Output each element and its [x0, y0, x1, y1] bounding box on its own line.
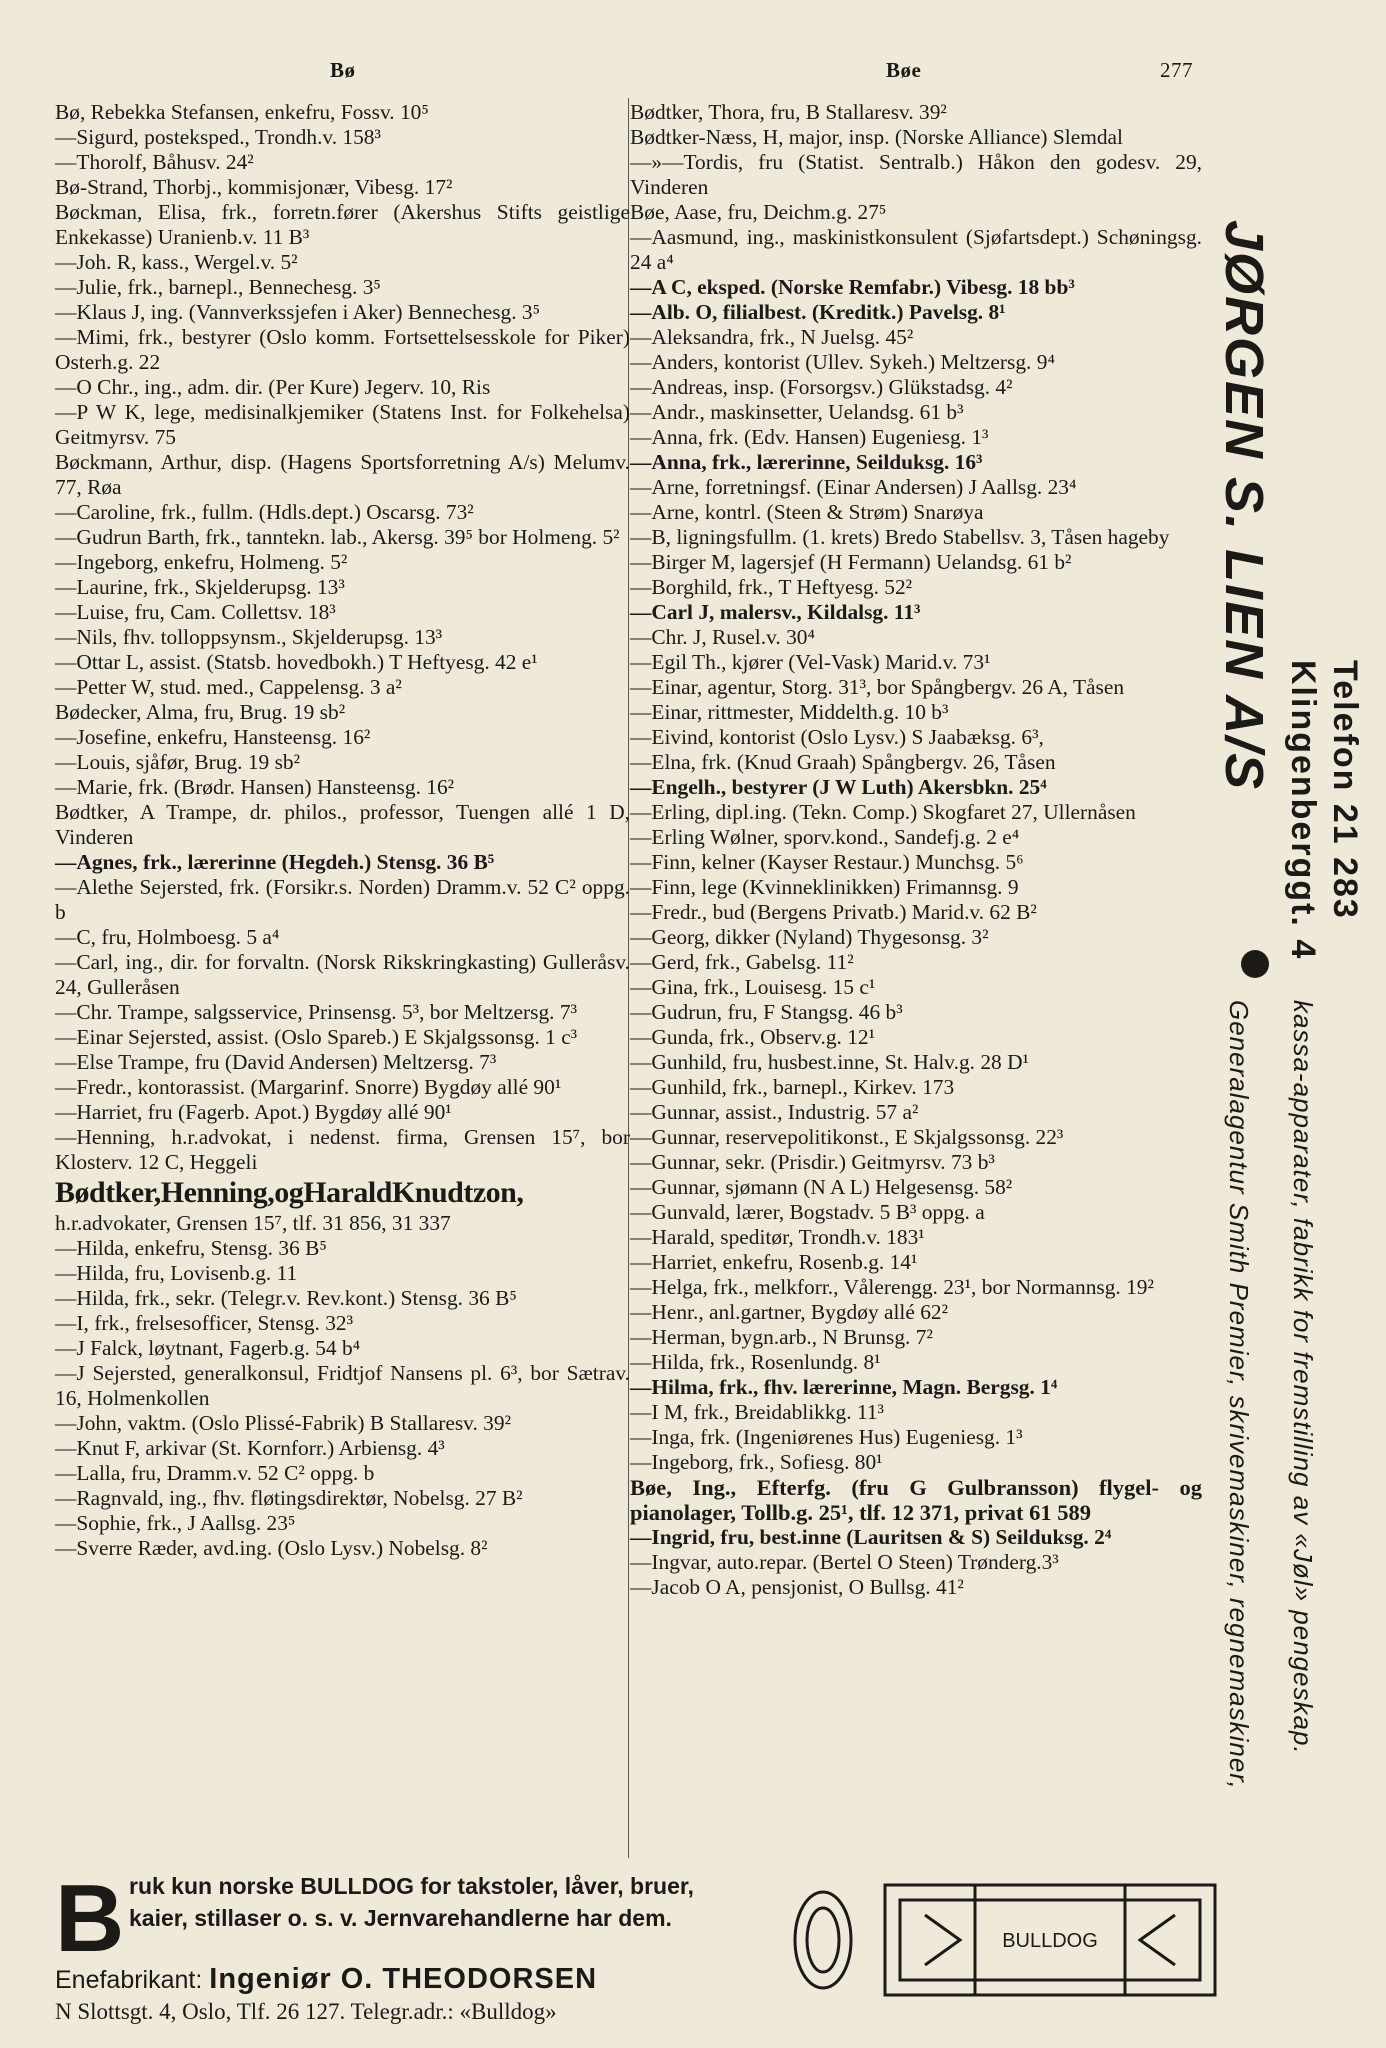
directory-entry: —Carl, ing., dir. for forvaltn. (Norsk Rikskringkasting) Gulleråsv. 24, Gulleråsen: [55, 950, 630, 999]
directory-entry: —Gunvald, lærer, Bogstadv. 5 B³ oppg. a: [630, 1200, 985, 1224]
directory-entry: —Egil Th., kjører (Vel-Vask) Marid.v. 73¹: [630, 650, 991, 674]
directory-entry: —Thorolf, Båhusv. 24²: [55, 150, 254, 174]
ad-line1: ruk kun norske BULLDOG for takstoler, låver, bruer,: [129, 1873, 694, 1899]
directory-entry: —Gina, frk., Louisesg. 15 c¹: [630, 975, 876, 999]
ad-logo: JØRGEN S. LIEN A/S: [1214, 220, 1274, 792]
directory-entry: —Agnes, frk., lærerinne (Hegdeh.) Stensg. 36 B⁵: [55, 850, 495, 874]
directory-entry: —Sigurd, posteksped., Trondh.v. 158³: [55, 125, 381, 149]
directory-entry: —Anna, frk., lærerinne, Seilduksg. 16³: [630, 450, 983, 474]
directory-entry: —Chr. J, Rusel.v. 30⁴: [630, 625, 815, 649]
directory-entry: —Arne, kontrl. (Steen & Strøm) Snarøya: [630, 500, 984, 524]
directory-entry: —Harriet, fru (Fagerb. Apot.) Bygdøy allé 90¹: [55, 1100, 452, 1124]
header-left: Bø: [330, 58, 356, 82]
ad-phone: Telefon 21 283: [1326, 660, 1364, 920]
directory-entry: —Gudrun Barth, frk., tanntekn. lab., Akersg. 39⁵ bor Holmeng. 5²: [55, 525, 620, 549]
directory-entry: —»—Tordis, fru (Statist. Sentralb.) Håkon den godesv. 29, Vinderen: [630, 150, 1202, 199]
directory-entry: h.r.advokater, Grensen 15⁷, tlf. 31 856, 31 337: [55, 1211, 451, 1235]
directory-entry: —C, fru, Holmboesg. 5 a⁴: [55, 925, 280, 949]
directory-entry: —Knut F, arkivar (St. Kornforr.) Arbiensg. 4³: [55, 1436, 445, 1460]
directory-entry: —Gunhild, frk., barnepl., Kirkev. 173: [630, 1075, 955, 1099]
bulldog-bracket-drawing-icon: [775, 1865, 1245, 2015]
directory-entry: Bø-Strand, Thorbj., kommisjonær, Vibesg. 17²: [55, 175, 453, 199]
middle-column: [630, 100, 1202, 1600]
directory-entry: —Lalla, fru, Dramm.v. 52 C² oppg. b: [55, 1461, 375, 1485]
directory-entry: —Ingvar, auto.repar. (Bertel O Steen) Trønderg.3³: [630, 1550, 1059, 1574]
directory-entry: —Joh. R, kass., Wergel.v. 5²: [55, 250, 298, 274]
directory-entry: —Finn, kelner (Kayser Restaur.) Munchsg. 5⁶: [630, 850, 1024, 874]
directory-entry: —Einar, agentur, Storg. 31³, bor Spångbergv. 26 A, Tåsen: [630, 675, 1125, 699]
ad-address: Klingenberggt. 4: [1284, 660, 1322, 961]
directory-entry: —Gerd, frk., Gabelsg. 11²: [630, 950, 854, 974]
directory-entry: —A C, eksped. (Norske Remfabr.) Vibesg. 18 bb³: [630, 275, 1075, 299]
directory-entry: —Georg, dikker (Nyland) Thygesonsg. 3²: [630, 925, 989, 949]
directory-entry: —Einar Sejersted, assist. (Oslo Spareb.) E Skjalgssonsg. 1 c³: [55, 1025, 578, 1049]
directory-entry: Bødtker, Thora, fru, B Stallaresv. 39²: [630, 100, 947, 124]
directory-entry: —Hilda, fru, Lovisenb.g. 11: [55, 1261, 298, 1285]
directory-entry: Bø, Rebekka Stefansen, enkefru, Fossv. 10⁵: [55, 100, 429, 124]
directory-entry: —Gudrun, fru, F Stangsg. 46 b³: [630, 1000, 903, 1024]
ad-line2: kaier, stillaser o. s. v. Jernvarehandlerne har dem.: [129, 1905, 672, 1931]
ad-initial-letter: B: [55, 1865, 125, 1972]
directory-entry: —Aleksandra, frk., N Juelsg. 45²: [630, 325, 914, 349]
directory-entry: —Ragnvald, ing., fhv. fløtingsdirektør, Nobelsg. 27 B²: [55, 1486, 523, 1510]
directory-entry: —Louis, sjåfør, Brug. 19 sb²: [55, 750, 300, 774]
directory-entry: Bøckman, Elisa, frk., forretn.fører (Akershus Stifts geistlige Enkekasse) Uranienb.v. 11 B³: [55, 200, 630, 249]
directory-entry: —Anna, frk. (Edv. Hansen) Eugeniesg. 1³: [630, 425, 989, 449]
directory-entry: —Caroline, frk., fullm. (Hdls.dept.) Oscarsg. 73²: [55, 500, 474, 524]
directory-entry: —Erling, dipl.ing. (Tekn. Comp.) Skogfaret 27, Ullernåsen: [630, 800, 1136, 824]
directory-entry: —Engelh., bestyrer (J W Luth) Akersbkn. 25⁴: [630, 775, 1047, 799]
directory-entry: —Erling Wølner, sporv.kond., Sandefj.g. 2 e⁴: [630, 825, 1020, 849]
bullet-icon: [1241, 950, 1269, 978]
bottom-advertisement: [55, 1865, 1285, 2025]
directory-entry: —Hilda, frk., sekr. (Telegr.v. Rev.kont.) Stensg. 36 B⁵: [55, 1286, 517, 1310]
directory-entry: —Chr. Trampe, salgsservice, Prinsensg. 5³, bor Meltzersg. 7³: [55, 1000, 577, 1024]
directory-entry: —Inga, frk. (Ingeniørenes Hus) Eugeniesg. 1³: [630, 1425, 1023, 1449]
directory-entry: —Alb. O, filialbest. (Kreditk.) Pavelsg. 8¹: [630, 300, 1006, 324]
directory-entry: —Carl J, malersv., Kildalsg. 11³: [630, 600, 921, 624]
directory-entry: —Gunnar, sekr. (Prisdir.) Geitmyrsv. 73 b³: [630, 1150, 995, 1174]
directory-entry: —Eivind, kontorist (Oslo Lysv.) S Jaabæksg. 6³,: [630, 725, 1044, 749]
page-number: 277: [1160, 58, 1193, 82]
directory-entry: —Finn, lege (Kvinneklinikken) Frimannsg. 9: [630, 875, 1019, 899]
directory-entry: —Julie, frk., barnepl., Bennechesg. 3⁵: [55, 275, 381, 299]
directory-entry: —Hilda, enkefru, Stensg. 36 B⁵: [55, 1236, 327, 1260]
directory-entry: Bødtker-Næss, H, major, insp. (Norske Alliance) Slemdal: [630, 125, 1123, 149]
directory-entry: —I M, frk., Breidablikkg. 11³: [630, 1400, 884, 1424]
directory-entry: —Gunda, frk., Observ.g. 12¹: [630, 1025, 876, 1049]
directory-entry: Bødtker,Henning,ogHaraldKnudtzon,: [55, 1176, 524, 1209]
directory-entry: —B, ligningsfullm. (1. krets) Bredo Stabellsv. 3, Tåsen hageby: [630, 525, 1170, 549]
directory-entry: —Else Trampe, fru (David Andersen) Meltzersg. 7³: [55, 1050, 497, 1074]
directory-entry: —Gunnar, sjømann (N A L) Helgesensg. 58²: [630, 1175, 1013, 1199]
directory-entry: Bødecker, Alma, fru, Brug. 19 sb²: [55, 700, 346, 724]
directory-entry: Bøckmann, Arthur, disp. (Hagens Sportsforretning A/s) Melumv. 77, Røa: [55, 450, 630, 499]
directory-entry: —Gunnar, assist., Industrig. 57 a²: [630, 1100, 919, 1124]
ad-description-line2: kassa-apparater, fabrikk for fremstilling av «Jøl» pengeskap.: [1288, 1000, 1318, 1755]
ad-manufacturer-name: Ingeniør O. THEODORSEN: [209, 1963, 598, 1995]
ad-line3: [55, 1963, 597, 1996]
directory-entry: —Einar, rittmester, Middelth.g. 10 b³: [630, 700, 949, 724]
directory-entry: —O Chr., ing., adm. dir. (Per Kure) Jegerv. 10, Ris: [55, 375, 491, 399]
directory-entry: —Mimi, frk., bestyrer (Oslo komm. Fortsettelsesskole for Piker) Osterh.g. 22: [55, 325, 630, 374]
directory-entry: —Fredr., kontorassist. (Margarinf. Snorre) Bygdøy allé 90¹: [55, 1075, 562, 1099]
directory-entry: —Jacob O A, pensjonist, O Bullsg. 41²: [630, 1575, 964, 1599]
directory-entry: —Harald, speditør, Trondh.v. 183¹: [630, 1225, 925, 1249]
directory-entry: —Sverre Ræder, avd.ing. (Oslo Lysv.) Nobelsg. 8²: [55, 1536, 488, 1560]
directory-entry: —Fredr., bud (Bergens Privatb.) Marid.v. 62 B²: [630, 900, 1037, 924]
directory-entry: Bødtker, A Trampe, dr. philos., professor, Tuengen allé 1 D, Vinderen: [55, 800, 630, 849]
directory-entry: —Henning, h.r.advokat, i nedenst. firma, Grensen 15⁷, bor Klosterv. 12 C, Heggeli: [55, 1125, 630, 1174]
side-advertisement: [1205, 220, 1365, 1790]
directory-entry: —John, vaktm. (Oslo Plissé-Fabrik) B Stallaresv. 39²: [55, 1411, 511, 1435]
directory-entry: —Alethe Sejersted, frk. (Forsikr.s. Norden) Dramm.v. 52 C² oppg. b: [55, 875, 630, 924]
header-center: Bøe: [886, 58, 922, 82]
directory-entry: —Petter W, stud. med., Cappelensg. 3 a²: [55, 675, 402, 699]
directory-entry: —Harriet, enkefru, Rosenb.g. 14¹: [630, 1250, 918, 1274]
directory-entry: —Sophie, frk., J Aallsg. 23⁵: [55, 1511, 296, 1535]
directory-entry: —Gunnar, reservepolitikonst., E Skjalgssonsg. 22³: [630, 1125, 1064, 1149]
directory-entry: —Ingeborg, enkefru, Holmeng. 5²: [55, 550, 348, 574]
ad-description-line1: Generalagentur Smith Premier, skrivemaskiner, regnemaskiner,: [1224, 1000, 1254, 1790]
directory-entry: —Ingeborg, frk., Sofiesg. 80¹: [630, 1450, 883, 1474]
directory-entry: —Ingrid, fru, best.inne (Lauritsen & S) Seilduksg. 2⁴: [630, 1525, 1112, 1549]
directory-entry: —Birger M, lagersjef (H Fermann) Uelandsg. 61 b²: [630, 550, 1072, 574]
directory-entry: —Anders, kontorist (Ullev. Sykeh.) Meltzersg. 9⁴: [630, 350, 1055, 374]
drawing-label: BULLDOG: [1002, 1930, 1098, 1952]
directory-entry: —P W K, lege, medisinalkjemiker (Statens Inst. for Folkehelsa) Geitmyrsv. 75: [55, 400, 630, 449]
directory-entry: —I, frk., frelsesofficer, Stensg. 32³: [55, 1311, 354, 1335]
directory-entry: —Josefine, enkefru, Hansteensg. 16²: [55, 725, 371, 749]
left-column: [55, 100, 630, 1561]
directory-entry: —Hilda, frk., Rosenlundg. 8¹: [630, 1350, 881, 1374]
directory-entry: Bøe, Aase, fru, Deichm.g. 27⁵: [630, 200, 887, 224]
directory-entry: —Arne, forretningsf. (Einar Andersen) J Aallsg. 23⁴: [630, 475, 1077, 499]
directory-entry: —J Falck, løytnant, Fagerb.g. 54 b⁴: [55, 1336, 361, 1360]
directory-entry: —Herman, bygn.arb., N Brunsg. 7²: [630, 1325, 933, 1349]
directory-entry: —J Sejersted, generalkonsul, Fridtjof Nansens pl. 6³, bor Sætrav. 16, Holmenkollen: [55, 1361, 630, 1410]
directory-entry: —Andreas, insp. (Forsorgsv.) Glükstadsg. 4²: [630, 375, 1013, 399]
directory-entry: —Gunhild, fru, husbest.inne, St. Halv.g. 28 D¹: [630, 1050, 1029, 1074]
directory-entry: —Henr., anl.gartner, Bygdøy allé 62²: [630, 1300, 949, 1324]
ad-manufacturer-label: Enefabrikant:: [55, 1966, 203, 1994]
directory-entry: —Nils, fhv. tolloppsynsm., Skjelderupsg. 13³: [55, 625, 443, 649]
directory-entry: —Laurine, frk., Skjelderupsg. 13³: [55, 575, 345, 599]
directory-entry: —Hilma, frk., fhv. lærerinne, Magn. Bergsg. 1⁴: [630, 1375, 1058, 1399]
directory-entry: —Helga, frk., melkforr., Vålerengg. 23¹, bor Normannsg. 19²: [630, 1275, 1154, 1299]
directory-entry: —Klaus J, ing. (Vannverkssjefen i Aker) Bennechesg. 3⁵: [55, 300, 541, 324]
directory-entry: —Marie, frk. (Brødr. Hansen) Hansteensg. 16²: [55, 775, 455, 799]
directory-entry: —Luise, fru, Cam. Collettsv. 18³: [55, 600, 336, 624]
directory-entry: —Borghild, frk., T Heftyesg. 52²: [630, 575, 913, 599]
directory-entry: —Andr., maskinsetter, Uelandsg. 61 b³: [630, 400, 964, 424]
directory-entry: —Ottar L, assist. (Statsb. hovedbokh.) T Heftyesg. 42 e¹: [55, 650, 538, 674]
directory-entry: —Elna, frk. (Knud Graah) Spångbergv. 26, Tåsen: [630, 750, 1056, 774]
directory-entry: Bøe, Ing., Efterfg. (fru G Gulbransson) flygel- og pianolager, Tollb.g. 25¹, tlf. 12 371, privat 61 589: [630, 1475, 1202, 1525]
directory-entry: —Aasmund, ing., maskinistkonsulent (Sjøfartsdept.) Schøningsg. 24 a⁴: [630, 225, 1202, 274]
ad-line4: N Slottsgt. 4, Oslo, Tlf. 26 127. Telegr.adr.: «Bulldog»: [55, 1999, 557, 2024]
